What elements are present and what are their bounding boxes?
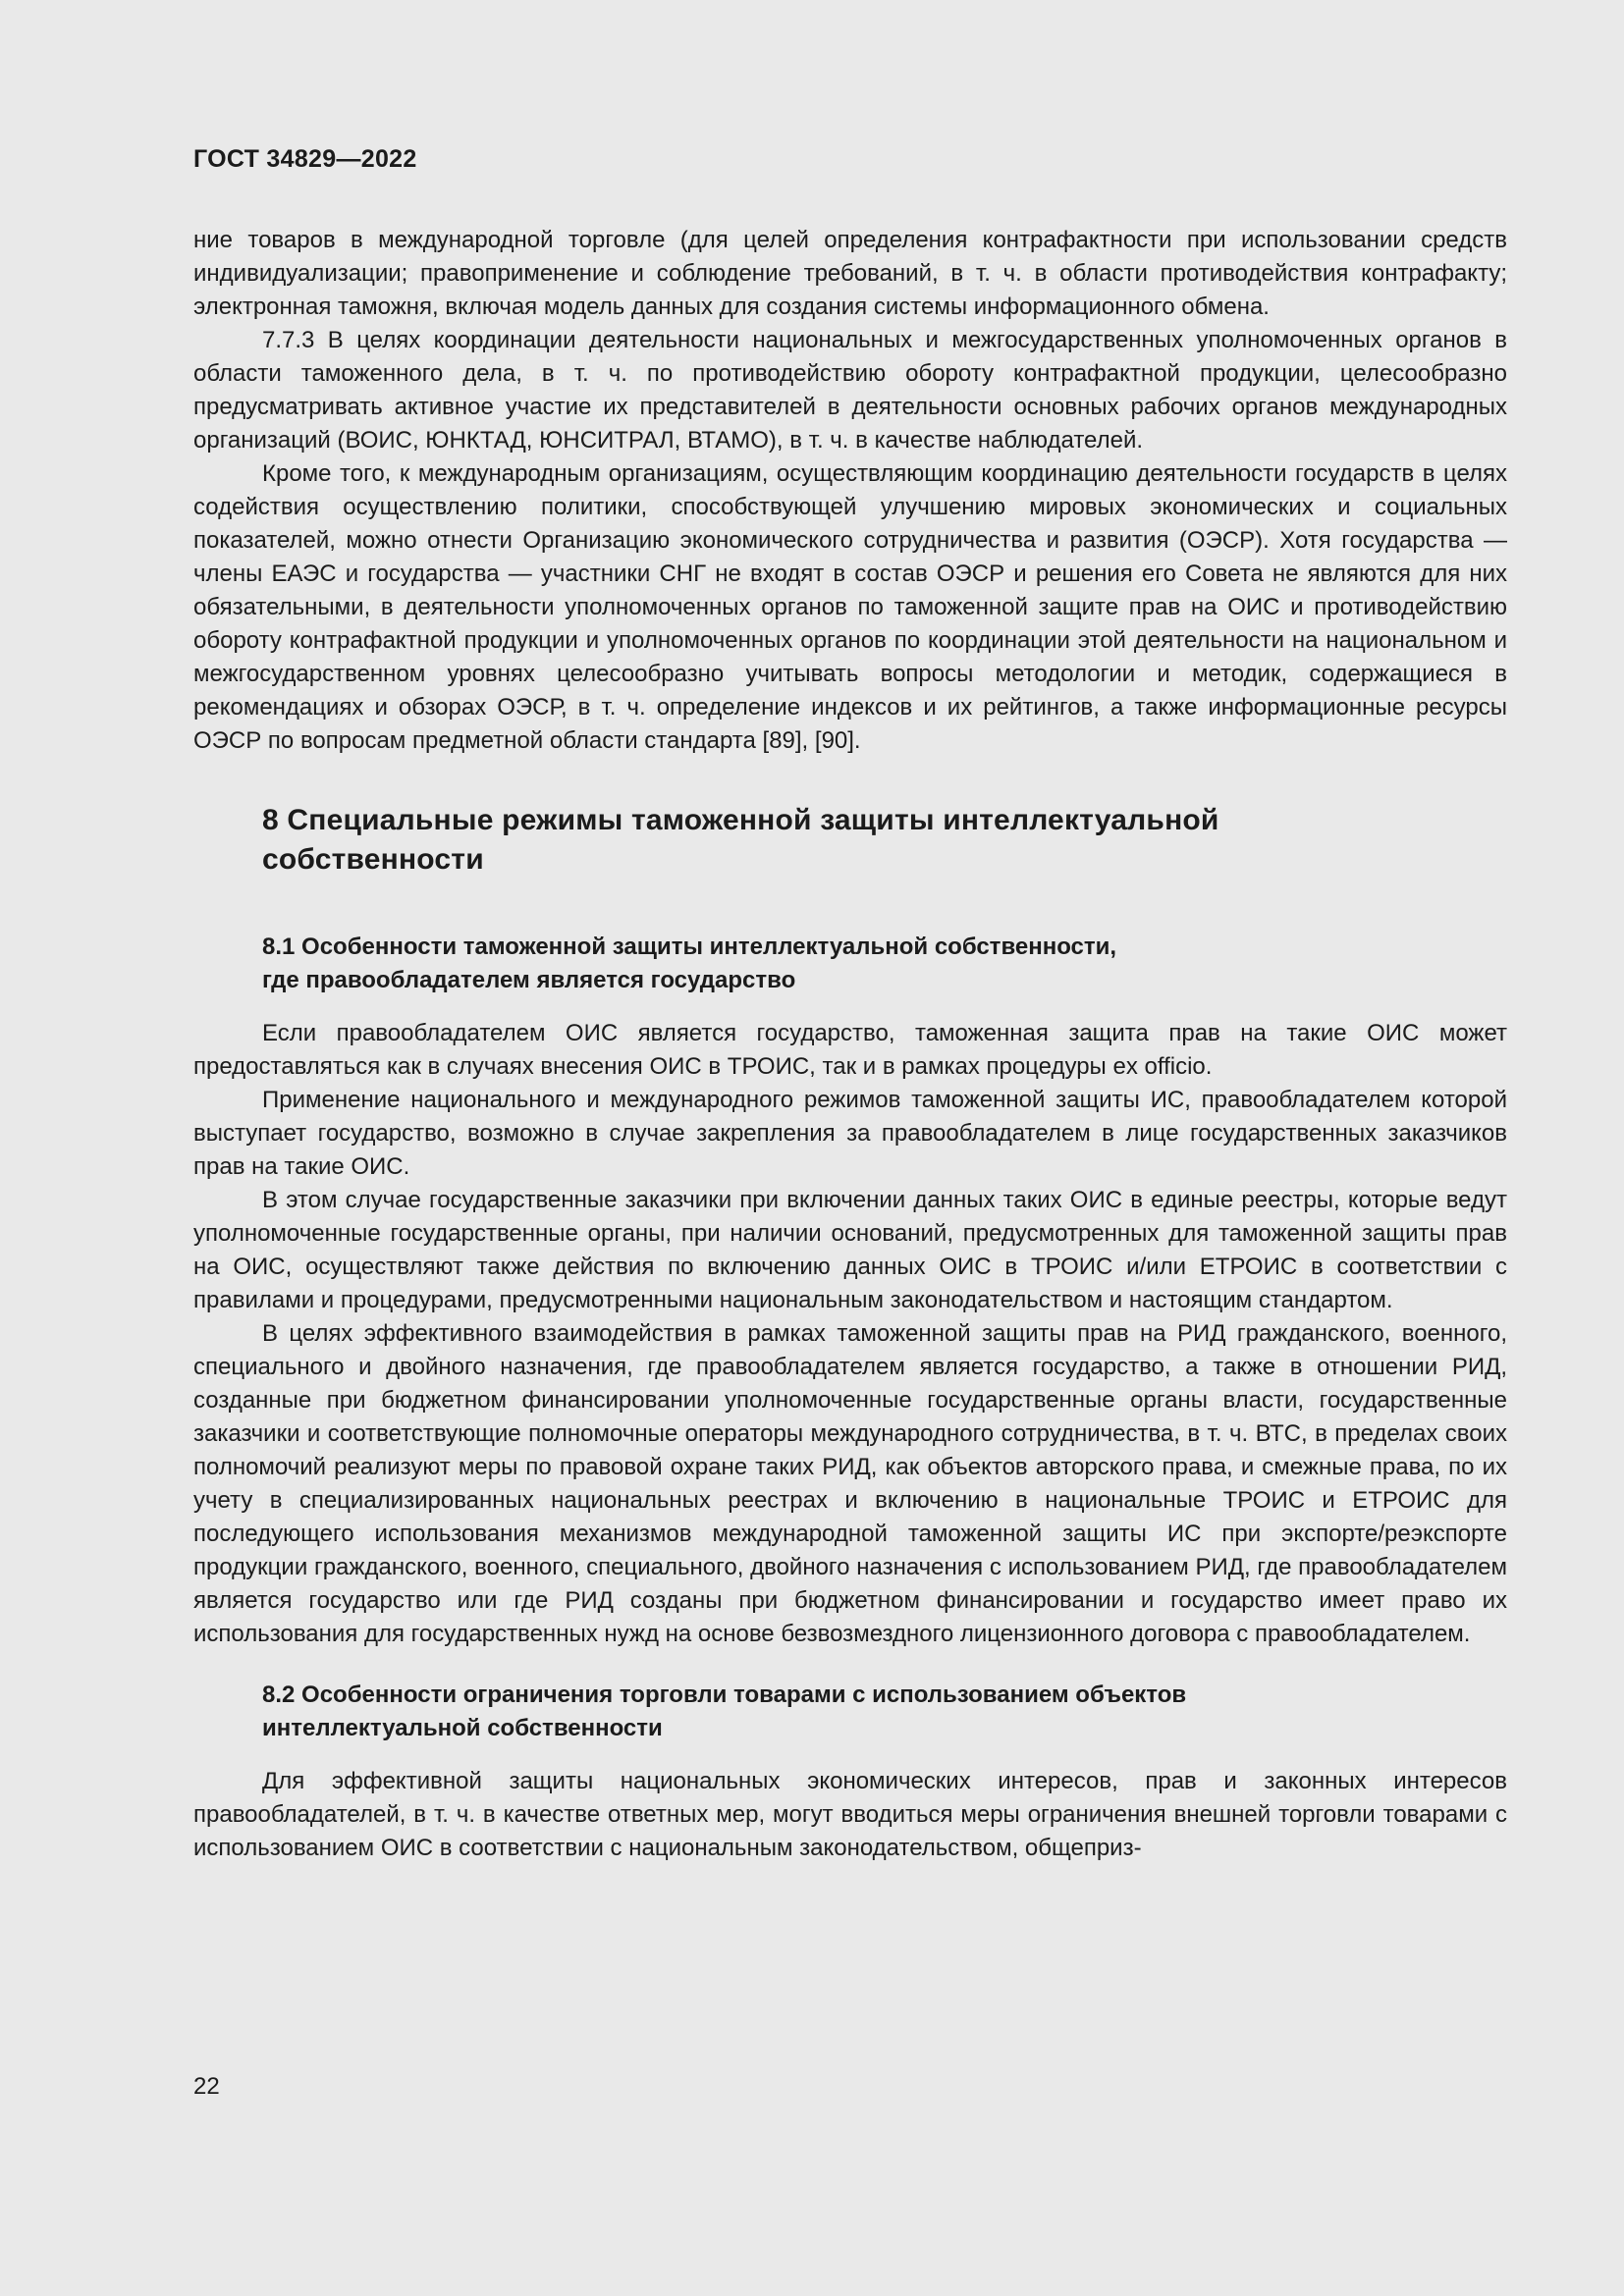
document-code-header: ГОСТ 34829—2022 xyxy=(193,145,417,173)
section-8-heading-line2: собственности xyxy=(262,843,484,876)
paragraph-7-7-3: 7.7.3 В целях координации деятельности национальных и межгосударственных уполномоченных органов в области таможенного дела, в т. ч. по противодействию обороту контрафактной продукции, целесообразно предусматривать активное участие их представителей в деятельности основных рабочих органов международных организаций (ВОИС, ЮНКТАД, ЮНСИТРАЛ, ВТАМО), в т. ч. в качестве наблюдателей. xyxy=(193,327,1507,454)
paragraph-8-2-a: Для эффективной защиты национальных экономических интересов, прав и законных интересов правообладателей, в т. ч. в качестве ответных мер, могут вводиться меры ограничения внешней торговли товарами с использованием ОИС в соответствии с национальным законодательством, общеприз- xyxy=(193,1768,1507,1861)
section-8-2-heading xyxy=(262,1679,1507,1745)
section-8-2-heading-line2: интеллектуальной собственности xyxy=(262,1715,663,1741)
section-8-1-heading xyxy=(262,931,1507,997)
paragraph-8-1-c: В этом случае государственные заказчики при включении данных таких ОИС в единые реестры, которые ведут уполномоченные государственные органы, при наличии оснований, предусмотренных для таможенной защиты прав на ОИС, осуществляют также действия по включению данных ОИС в ТРОИС и/или ЕТРОИС в соответствии с правилами и процедурами, предусмотренными национальным законодательством и настоящим стандартом. xyxy=(193,1187,1507,1313)
paragraph-8-1-a: Если правообладателем ОИС является государство, таможенная защита прав на такие ОИС может предоставляться как в случаях внесения ОИС в ТРОИС, так и в рамках процедуры ex officio. xyxy=(193,1020,1507,1080)
page-number: 22 xyxy=(193,2073,220,2100)
section-8-1-heading-line2: где правообладателем является государство xyxy=(262,967,796,993)
section-8-1-heading-line1: 8.1 Особенности таможенной защиты интеллектуальной собственности, xyxy=(262,934,1117,960)
section-8-heading xyxy=(262,801,1507,880)
document-body xyxy=(193,224,1507,1865)
paragraph-8-1-d: В целях эффективного взаимодействия в рамках таможенной защиты прав на РИД гражданского, военного, специального и двойного назначения, где правообладателем является государство, а также в отношении РИД, созданные при бюджетном финансировании уполномоченные государственные органы власти, государственные заказчики и соответствующие полномочные операторы международного сотрудничества, в т. ч. ВТС, в пределах своих полномочий реализуют меры по правовой охране таких РИД, как объектов авторского права, и смежные права, по их учету в специализированных национальных реестрах и включению в национальные ТРОИС и ЕТРОИС для последующего использования механизмов международной таможенной защиты ИС при экспорте/реэкспорте продукции гражданского, военного, специального, двойного назначения с использованием РИД, где правообладателем является государство или где РИД созданы при бюджетном финансировании и государство имеет право их использования для государственных нужд на основе безвозмездного лицензионного договора с правообладателем. xyxy=(193,1320,1507,1647)
section-8-heading-line1: 8 Специальные режимы таможенной защиты интеллектуальной xyxy=(262,804,1219,836)
paragraph-oecd: Кроме того, к международным организациям, осуществляющим координацию деятельности государств в целях содействия осуществлению политики, способствующей улучшению мировых экономических и социальных показателей, можно отнести Организацию экономического сотрудничества и развития (ОЭСР). Хотя государства — члены ЕАЭС и государства — участники СНГ не входят в состав ОЭСР и решения его Совета не являются для них обязательными, в деятельности уполномоченных органов по таможенной защите прав на ОИС и противодействию обороту контрафактной продукции и уполномоченных органов по координации этой деятельности на национальном и межгосударственном уровнях целесообразно учитывать вопросы методологии и методик, содержащиеся в рекомендациях и обзорах ОЭСР, в т. ч. определение индексов и их рейтингов, а также информационные ресурсы ОЭСР по вопросам предметной области стандарта [89], [90]. xyxy=(193,460,1507,754)
paragraph-continuation: ние товаров в международной торговле (для целей определения контрафактности при использовании средств индивидуализации; правоприменение и соблюдение требований, в т. ч. в области противодействия контрафакту; электронная таможня, включая модель данных для создания системы информационного обмена. xyxy=(193,227,1507,320)
paragraph-8-1-b: Применение национального и международного режимов таможенной защиты ИС, правообладателем которой выступает государство, возможно в случае закрепления за правообладателем в лице государственных заказчиков прав на такие ОИС. xyxy=(193,1087,1507,1180)
section-8-2-heading-line1: 8.2 Особенности ограничения торговли товарами с использованием объектов xyxy=(262,1682,1187,1708)
